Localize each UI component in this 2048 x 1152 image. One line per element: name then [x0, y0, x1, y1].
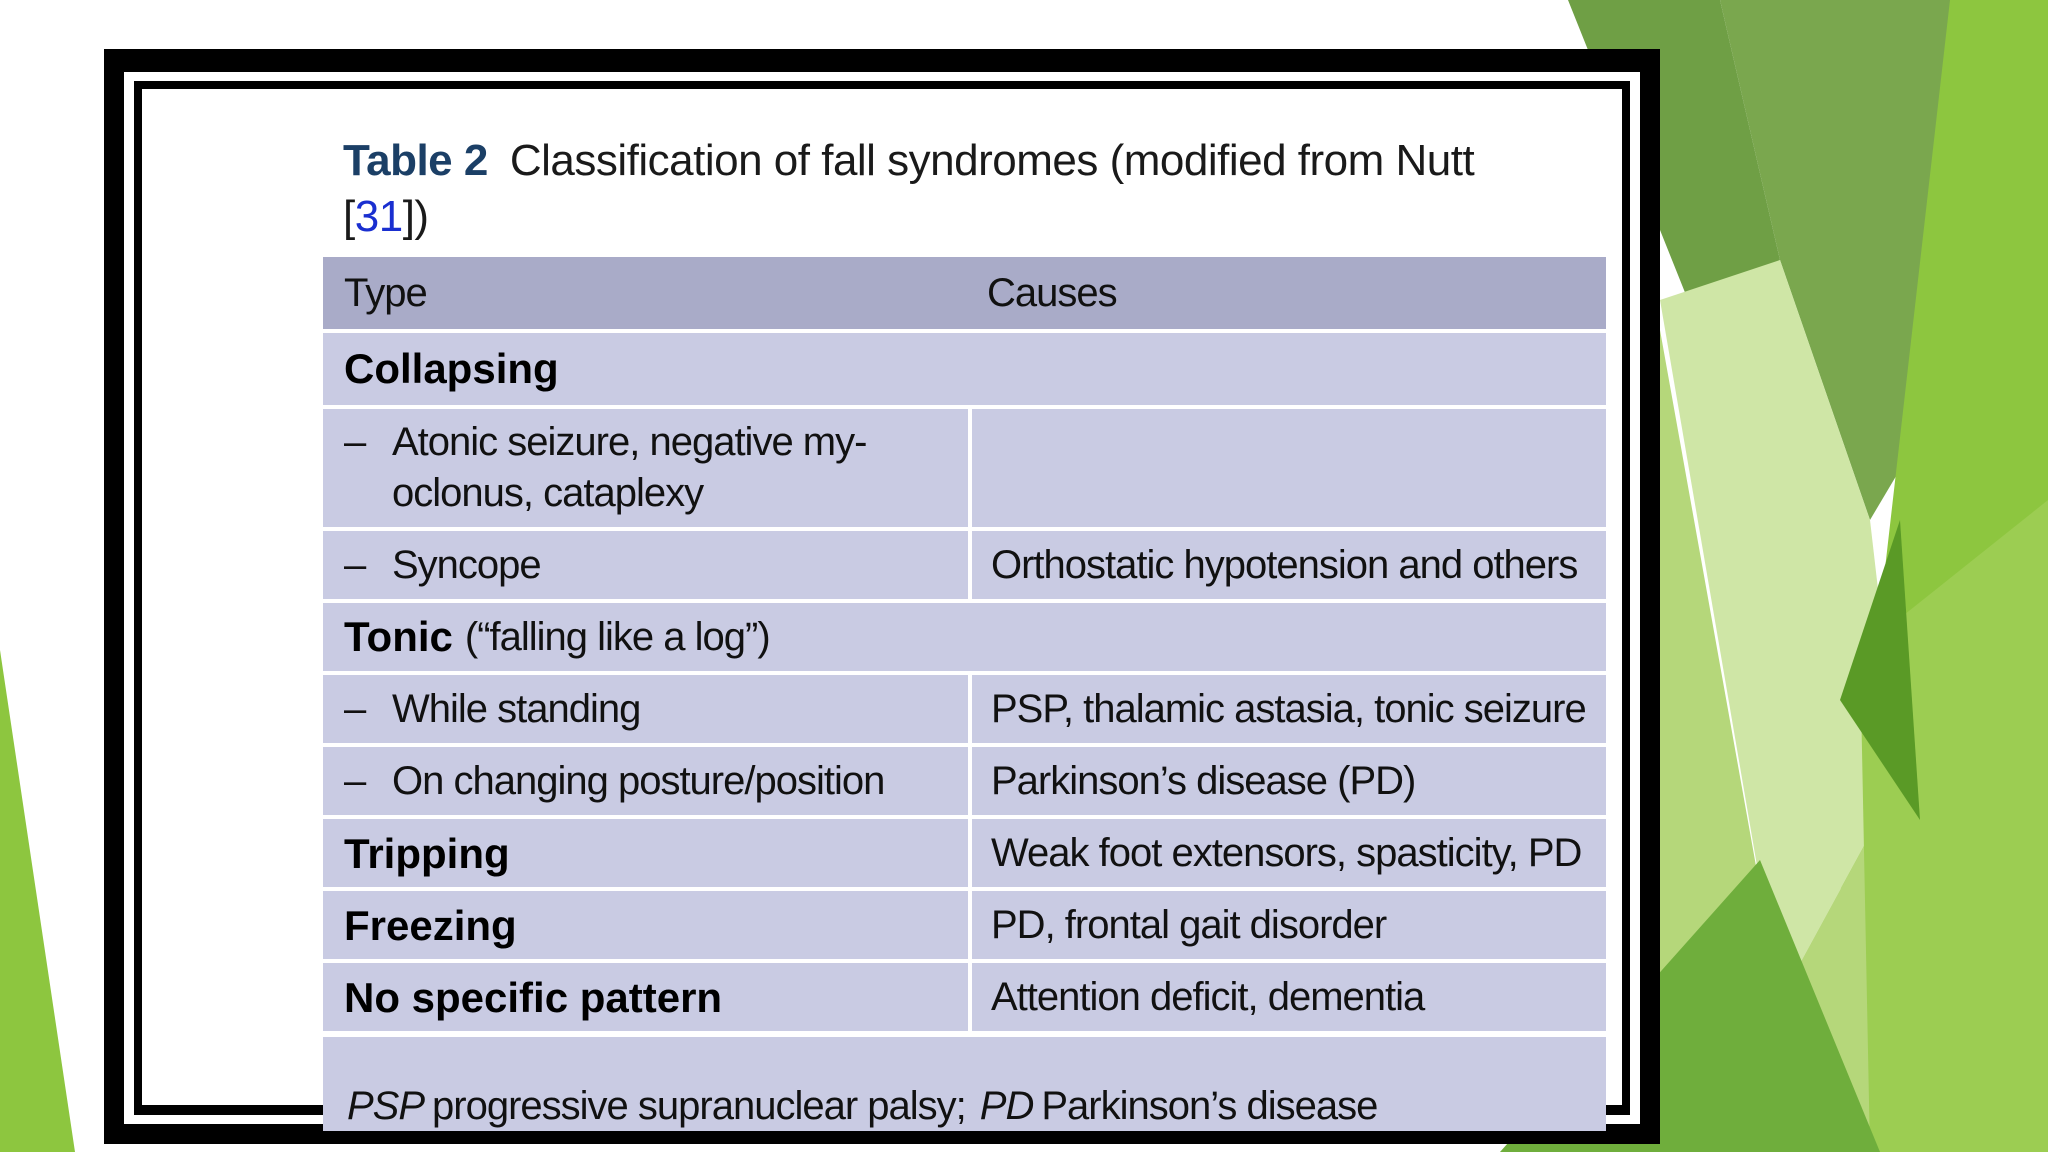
subtype-text-line1: Atonic seizure, negative my- [392, 420, 867, 464]
group-cell [323, 603, 1606, 671]
table-caption [343, 133, 1543, 245]
group-label: Freezing [344, 901, 517, 949]
subtype-text-line2: oclonus, cataplexy [392, 471, 704, 515]
table-row [323, 743, 1606, 815]
subtype-text: While standing [392, 686, 641, 731]
footnote-def-psp: progressive supranuclear palsy; [432, 1084, 966, 1128]
subtype [344, 417, 866, 519]
table-row [323, 671, 1606, 743]
dash-marker: – [344, 758, 366, 803]
cause-cell: Parkinson’s disease (PD) [968, 747, 1606, 815]
cause-cell: PSP, thalamic astasia, tonic seizure [968, 675, 1606, 743]
footnote-def-pd: Parkinson’s disease [1041, 1084, 1378, 1128]
type-cell [323, 747, 968, 815]
dash-marker: – [344, 542, 366, 587]
type-cell [323, 963, 968, 1031]
subtype-text [392, 417, 866, 519]
group-label: Collapsing [344, 345, 559, 392]
reference-link[interactable]: 31 [354, 192, 403, 241]
cause-cell: Orthostatic hypotension and others [968, 531, 1606, 599]
footnote-abbr-pd: PD [979, 1084, 1034, 1128]
cause-cell: Weak foot extensors, spasticity, PD [968, 819, 1606, 887]
fall-syndromes-table [323, 257, 1606, 1131]
table-figure [142, 89, 1622, 1128]
table-footnote [323, 1031, 1606, 1131]
dash-marker: – [344, 686, 366, 731]
group-label: No specific pattern [344, 973, 723, 1021]
caption-close: ]) [402, 192, 429, 241]
group-label: Tripping [344, 829, 510, 877]
subtype-text: On changing posture/position [392, 758, 885, 803]
type-cell [323, 891, 968, 959]
group-note: (“falling like a log”) [464, 614, 770, 659]
group-cell [323, 333, 1606, 405]
footnote-abbr-psp: PSP [347, 1084, 425, 1128]
header-type: Type [344, 270, 427, 315]
table-row-no-pattern [323, 959, 1606, 1031]
type-cell [323, 531, 968, 599]
cause-cell: Attention deficit, dementia [968, 963, 1606, 1031]
group-row-collapsing [323, 329, 1606, 405]
type-cell [323, 675, 968, 743]
cause-cell [968, 409, 1606, 527]
table-row [323, 527, 1606, 599]
table-row-tripping [323, 815, 1606, 887]
green-shape-left [0, 650, 75, 1152]
dash-marker: – [344, 420, 366, 464]
cause-cell: PD, frontal gait disorder [968, 891, 1606, 959]
table-row [323, 405, 1606, 527]
table-header-row [323, 257, 1606, 329]
group-label: Tonic [344, 613, 453, 660]
table-row-freezing [323, 887, 1606, 959]
table-label: Table 2 [343, 136, 488, 185]
subtype-text: Syncope [392, 542, 541, 587]
group-row-tonic [323, 599, 1606, 671]
header-causes: Causes [987, 270, 1117, 315]
type-cell [323, 819, 968, 887]
caption-text: Classification of fall syndromes (modified from Nutt [ [343, 136, 1475, 241]
type-cell [323, 409, 968, 527]
